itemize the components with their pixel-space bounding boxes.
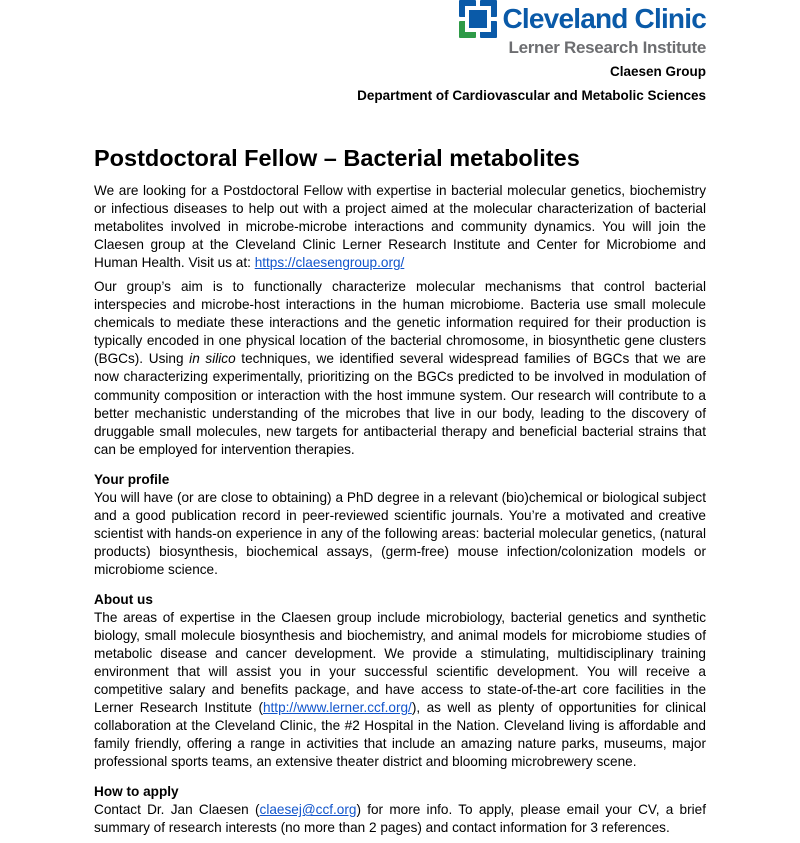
apply-section xyxy=(94,783,706,837)
intro-paragraph xyxy=(94,182,706,272)
about-section xyxy=(94,591,706,771)
apply-paragraph xyxy=(94,801,706,837)
logo xyxy=(286,0,706,38)
page-title: Postdoctoral Fellow – Bacterial metabolites xyxy=(94,145,580,171)
profile-section xyxy=(94,471,706,579)
institute-name: Lerner Research Institute xyxy=(508,38,706,57)
about-heading: About us xyxy=(94,591,153,607)
profile-text: You will have (or are close to obtaining) a PhD degree in a relevant (bio)chemical or biological subject and a good publication record in peer-reviewed scientific journals. You’re a motivated and creative scientist with hands-on experience in any of the following areas: bacterial molecular genetics, (natural products) biosynthesis, biochemical assays, (germ-free) mouse infection/colonization models or microbiome science. xyxy=(94,489,706,577)
profile-heading: Your profile xyxy=(94,471,170,487)
aim-text-1: Our group’s aim is to functionally characterize molecular mechanisms that control bacterial interspecies and microbe-host interactions in the human microbiome. Bacteria use small molecule chemicals to mediate these interactions and the genetic information required for their production is typically encoded in one physical location of the bacterial chromosome, in biosynthetic gene clusters (BGCs). Using xyxy=(94,279,706,367)
aim-paragraph xyxy=(94,278,706,458)
department-name: Department of Cardiovascular and Metabolic Sciences xyxy=(357,88,706,103)
apply-text-2: ) for more info. To apply, please email your CV, a brief summary of research interests (no more than 2 pages) and contact information for 3 references. xyxy=(94,802,706,836)
group-website-link[interactable]: https://claesengroup.org/ xyxy=(254,255,405,271)
intro-text: We are looking for a Postdoctoral Fellow with expertise in bacterial molecular genetics, biochemistry or infectious diseases to help out with a project aimed at the molecular characterization of bacterial metabolites involved in microbe-microbe interactions and community dynamics. You will join the Claesen group at the Cleveland Clinic Lerner Research Institute and Center for Microbiome and Human Health. Visit us at: xyxy=(94,183,706,271)
cleveland-clinic-logo-icon xyxy=(459,0,497,38)
apply-heading: How to apply xyxy=(94,784,179,800)
job-posting xyxy=(94,143,706,843)
aim-italic: in silico xyxy=(189,351,236,367)
about-paragraph xyxy=(94,609,706,771)
about-text-2: ), as well as plenty of opportunities for clinical collaboration at the Cleveland Clinic, the #2 Hospital in the Nation. Cleveland living is affordable and family friendly, offering a range in activities that include an amazing nature parks, museums, major professional sports teams, an extensive theater district and blooming microbrewery scene. xyxy=(94,700,706,770)
logo-wordmark: Cleveland Clinic xyxy=(502,3,706,34)
letterhead xyxy=(286,0,706,105)
lerner-link[interactable]: http://www.lerner.ccf.org/ xyxy=(262,700,412,716)
group-name: Claesen Group xyxy=(609,64,706,79)
about-text-1: The areas of expertise in the Claesen group include microbiology, bacterial genetics and synthetic biology, small molecule biosynthesis and biochemistry, and animal models for microbiome studies of metabolic disease and cancer development. We provide a stimulating, multidisciplinary training environment that will assist you in your successful scientific development. You will receive a competitive salary and benefits package, and have access to state-of-the-art core facilities in the Lerner Research Institute ( xyxy=(94,609,706,716)
email-link[interactable]: claesej@ccf.org xyxy=(259,802,357,818)
apply-text-1: Contact Dr. Jan Claesen ( xyxy=(94,802,260,818)
aim-text-2: techniques, we identified several widespread families of BGCs that we are now characterizing experimentally, prioritizing on the BGCs predicted to be involved in modulation of community composition or interaction with the host immune system. Our research will contribute to a better mechanistic understanding of the microbes that live in our body, leading to the discovery of druggable small molecules, new targets for antibacterial therapy and beneficial bacterial strains that can be employed for intervention therapies. xyxy=(94,351,706,457)
